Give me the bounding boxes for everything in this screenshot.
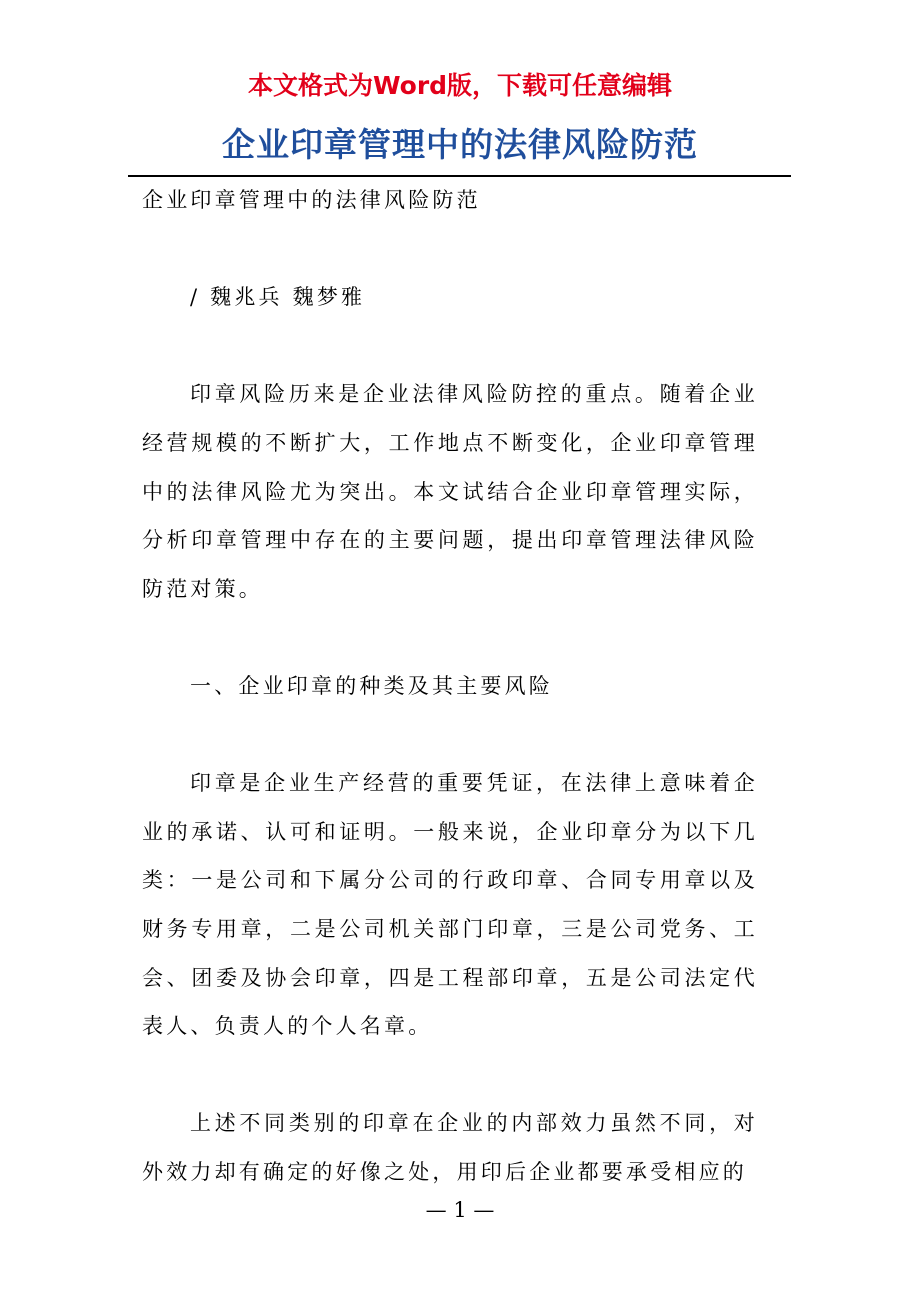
paragraph-intro: 印章风险历来是企业法律风险防控的重点。随着企业经营规模的不断扩大，工作地点不断变化，企业印章管理中的法律风险尤为突出。本文试结合企业印章管理实际，分析印章管理中存在的主要问题，提出印章管理法律风险防范对策。 [142,382,758,601]
article-subtitle: 企业印章管理中的法律风险防范 [142,188,481,212]
document-body [142,176,758,1245]
article-authors: / 魏兆兵 魏梦雅 [190,285,366,310]
document-title-text: 企业印章管理中的法律风险防范 [222,125,698,164]
document-title [0,121,920,169]
format-notice-banner [0,66,920,106]
format-notice-text: 本文格式为Word版，下载可任意编辑 [247,71,673,100]
page-number: — 1 — [425,1198,495,1222]
paragraph-seal-types: 印章是企业生产经营的重要凭证，在法律上意味着企业的承诺、认可和证明。一般来说，企业印章分为以下几类：一是公司和下属分公司的行政印章、合同专用章以及财务专用章，二是公司机关部门印章，三是公司党务、工会、团委及协会印章，四是工程部印章，五是公司法定代表人、负责人的个人名章。 [142,771,758,1039]
paragraph-seal-effect: 上述不同类别的印章在企业的内部效力虽然不同，对外效力却有确定的好像之处，用印后企业都要承受相应的 [142,1111,758,1184]
page-footer [0,1195,920,1225]
section-heading-1: 一、企业印章的种类及其主要风险 [190,673,553,698]
